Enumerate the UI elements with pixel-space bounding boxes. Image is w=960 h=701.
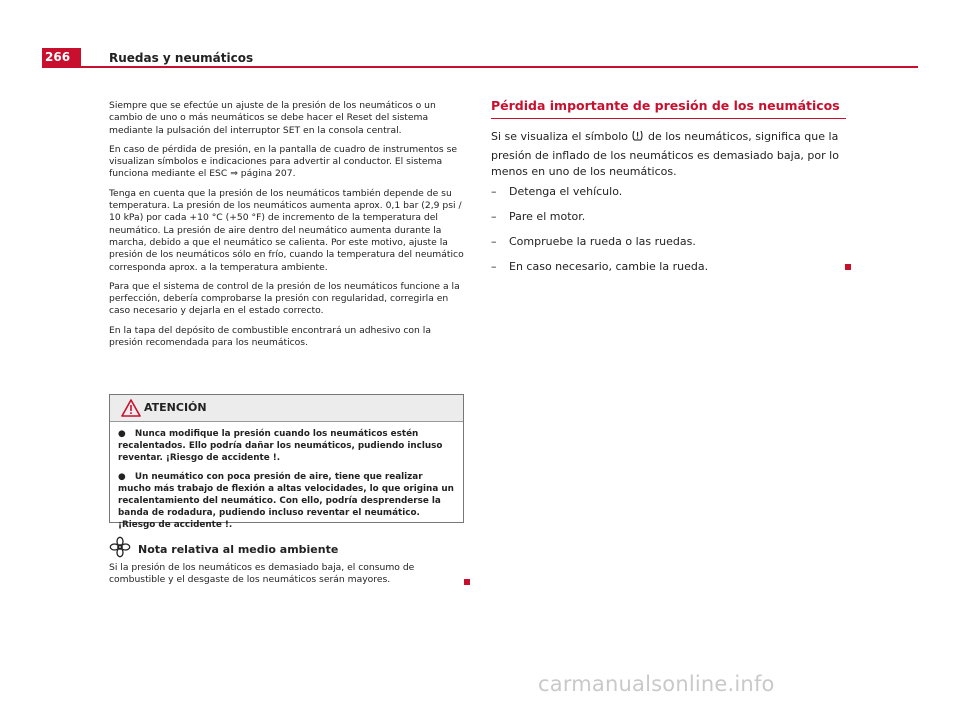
warning-triangle-icon [121, 399, 141, 421]
warning-item: ● Nunca modifique la presión cuando los neumáticos estén recalentados. Ello podría dañar los neumáticos, pudiendo incluso reventar. ¡Riesgo de accidente !. [118, 429, 443, 464]
right-section-title: Pérdida importante de presión de los neumáticos [491, 98, 846, 119]
section-title: Ruedas y neumáticos [109, 51, 254, 65]
flower-icon [109, 536, 131, 562]
warning-header [110, 395, 463, 422]
watermark: carmanualsonline.info [538, 672, 775, 696]
environment-title: Nota relativa al medio ambiente [138, 543, 339, 556]
paragraph: Siempre que se efectúe un ajuste de la presión de los neumáticos o un cambio de uno o más neumáticos se debe hacer el Reset del sistema mediante la pulsación del interruptor SET en la consola central. [109, 100, 436, 136]
paragraph: Para que el sistema de control de la presión de los neumáticos funcione a la perfección, debería comprobarse la presión con regularidad, corregirla en caso necesario y dejarla en el estado correcto. [109, 280, 460, 317]
warning-body [110, 422, 463, 532]
tire-pressure-icon [631, 129, 644, 148]
page-number: 266 [42, 48, 81, 67]
bullet: ● [118, 471, 126, 482]
environment-header [109, 536, 469, 562]
list-item: – Compruebe la rueda o las ruedas. [491, 235, 696, 248]
warning-box [109, 394, 464, 531]
section-end-marker [464, 579, 470, 585]
environment-text: Si la presión de los neumáticos es demasiado baja, el consumo de combustible y el desgaste de los neumáticos serán mayores. [109, 562, 415, 586]
right-intro: Si se visualiza el símbolo de los neumáticos, significa que la presión de inflado de los neumáticos es demasiado baja, por lo menos en uno de los neumáticos. [491, 130, 839, 178]
list-item: – Pare el motor. [491, 210, 586, 223]
paragraph: En la tapa del depósito de combustible encontrará un adhesivo con la presión recomendada para los neumáticos. [109, 324, 431, 349]
list-item: – Detenga el vehículo. [491, 185, 623, 198]
paragraph: Tenga en cuenta que la presión de los neumáticos también depende de su temperatura. La presión de los neumáticos aumenta aprox. 0,1 bar (2,9 psi / 10 kPa) por cada +10 °C (+50 °F) de incremento de la temperatura del neumático. La presión de aire dentro del neumático aumenta durante la marcha, debido a que el neumático se calienta. Por este motivo, ajuste la presión de los neumáticos sólo en frío, cuando la temperatura del neumático corresponda aprox. a la temperatura ambiente. [109, 187, 464, 273]
bullet: ● [118, 429, 126, 439]
list-item: – En caso necesario, cambie la rueda. [491, 260, 709, 273]
section-end-marker [845, 264, 851, 270]
warning-item: ● Un neumático con poca presión de aire, tiene que realizar mucho más trabajo de flexión a altas velocidades, lo que origina un recalentamiento del neumático. Con ello, podría desprenderse la banda de rodadura, pudiendo incluso reventar el neumático. ¡Riesgo de accidente !. [118, 471, 454, 531]
left-column [109, 100, 465, 356]
paragraph: En caso de pérdida de presión, en la pantalla de cuadro de instrumentos se visualizan símbolos e indicaciones para advertir al conductor. El sistema funciona mediante el ESC ⇒ página 207. [109, 143, 458, 180]
warning-title: ATENCIÓN [144, 401, 207, 414]
steps-list [491, 184, 851, 284]
